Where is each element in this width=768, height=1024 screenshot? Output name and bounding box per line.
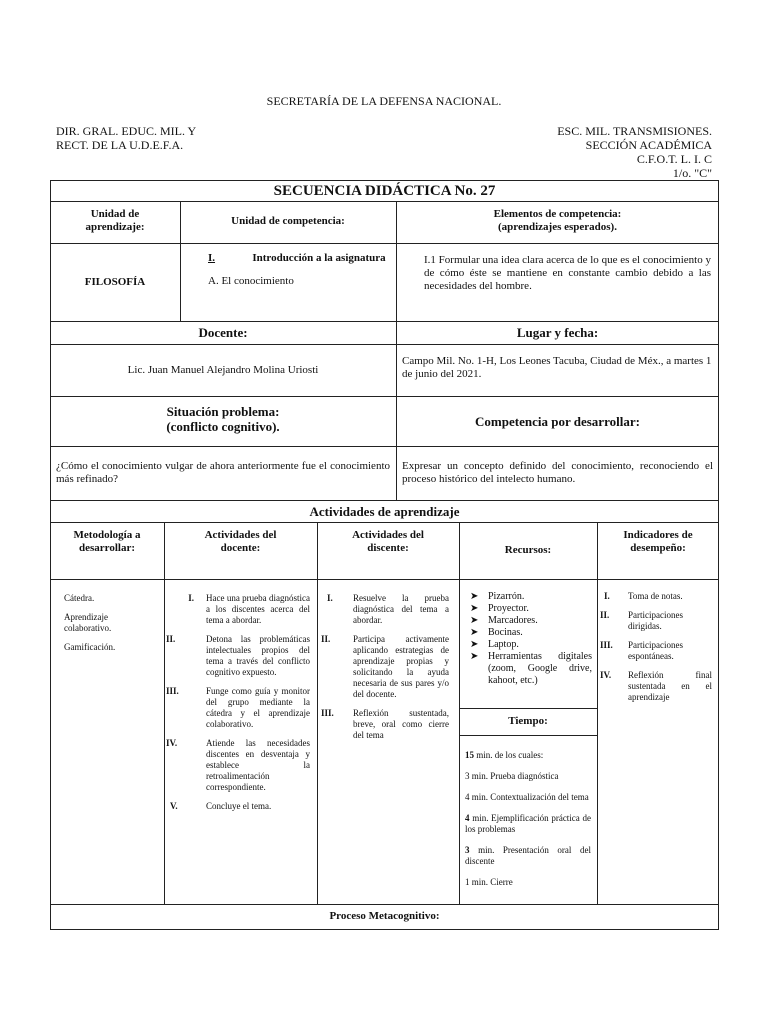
metodologia-item: Cátedra. bbox=[64, 593, 95, 603]
situacion-value: ¿Cómo el conocimiento vulgar de ahora anteriormente fue el conocimiento más refinado? bbox=[56, 460, 390, 485]
unidad-aprendizaje-value: FILOSOFÍA bbox=[84, 276, 146, 288]
indicador-item: I. Toma de notas. bbox=[604, 591, 683, 601]
proceso-metacognitivo: Proceso Metacognitivo: bbox=[329, 910, 440, 922]
tiempo-item: 3 min. Prueba diagnóstica bbox=[465, 771, 559, 781]
docente-label: Docente: bbox=[198, 325, 248, 340]
header-right-line3: C.F.O.T. L. I. C bbox=[636, 152, 712, 166]
header-act-discente: Actividades del discente: bbox=[352, 529, 424, 554]
elemento-value: I.1 Formular una idea clara acerca de lo que es el conocimiento y de cómo éste se mantiene en constante cambio debido a las necesidades del hombre. bbox=[424, 254, 711, 292]
competencia-value: Expresar un concepto definido del conocimiento, reconociendo el proceso histórico del intelecto humano. bbox=[402, 460, 713, 485]
header-elementos bbox=[396, 208, 719, 234]
recurso-item: ➤ Marcadores. bbox=[470, 615, 538, 626]
docente-activities bbox=[166, 593, 310, 812]
ministry-title: SECRETARÍA DE LA DEFENSA NACIONAL. bbox=[266, 94, 502, 108]
tiempo-item: 1 min. Cierre bbox=[465, 877, 513, 887]
docente-name: Lic. Juan Manuel Alejandro Molina Uriosti bbox=[127, 364, 319, 376]
header-indicadores: Indicadores de desempeño: bbox=[623, 529, 693, 554]
tiempo-item: 15 min. de los cuales: bbox=[465, 750, 544, 760]
header-right-line4: 1/o. "C" bbox=[672, 166, 712, 180]
header-elementos-line1: Elementos de competencia: bbox=[493, 208, 622, 220]
header-right bbox=[452, 124, 712, 180]
header-recursos: Recursos: bbox=[504, 544, 552, 556]
discente-activity-item: I. Resuelve la prueba diagnóstica del tema a abordar. bbox=[327, 593, 449, 625]
header-unidad-aprendizaje: Unidad de aprendizaje: bbox=[85, 208, 145, 233]
discente-activities bbox=[321, 593, 449, 741]
lugar-value: Campo Mil. No. 1-H, Los Leones Tacuba, Ciudad de Méx., a martes 1 de junio del 2021. bbox=[402, 355, 712, 380]
discente-activity-item: II. Participa activamente aplicando estrategias de aprendizaje propias y solicitando la ayuda necesaria de sus pares y/o del docente. bbox=[321, 634, 449, 699]
unidad-title: Introducción a la asignatura bbox=[252, 252, 386, 264]
docente-activity-item: II. Detona las problemáticas intelectuales propios del tema a través del conflicto cognitivo expuesto. bbox=[166, 634, 310, 677]
recurso-item: ➤ Herramientas digitales (zoom, Google drive, kahoot, etc.) bbox=[470, 651, 592, 686]
arrow-icon: ➤ bbox=[470, 627, 479, 638]
docente-activity-item: IV. Atiende las necesidades discentes en desventaja y establece la retroalimentación correspondiente. bbox=[166, 738, 310, 792]
docente-activity-item: III. Funge como guía y monitor del grupo mediante la cátedra y el aprendizaje colaborativo. bbox=[166, 686, 310, 729]
header-unidad-competencia: Unidad de competencia: bbox=[231, 215, 345, 227]
tiempo-item: 4 min. Contextualización del tema bbox=[465, 792, 589, 802]
recurso-item: ➤ Laptop. bbox=[470, 639, 519, 650]
tiempo-label: Tiempo: bbox=[508, 715, 548, 727]
header-act-docente: Actividades del docente: bbox=[204, 529, 277, 554]
metodologia-list bbox=[64, 593, 160, 653]
indicador-item: IV. Reflexión final sustentada en el aprendizaje bbox=[600, 670, 712, 702]
header-right-line1: ESC. MIL. TRANSMISIONES. bbox=[557, 124, 712, 138]
competencia-label: Competencia por desarrollar: bbox=[475, 414, 640, 429]
tiempo-list bbox=[465, 750, 591, 898]
header-left-line1: DIR. GRAL. EDUC. MIL. Y bbox=[56, 124, 197, 138]
tiempo-item: 4 min. Ejemplificación práctica de los problemas bbox=[465, 813, 591, 834]
situacion-label-line1: Situación problema: bbox=[166, 404, 280, 419]
header-elementos-line2: (aprendizajes esperados). bbox=[498, 221, 617, 233]
header-left bbox=[56, 124, 196, 152]
lugar-label: Lugar y fecha: bbox=[516, 325, 599, 340]
tiempo-item: 3 min. Presentación oral del discente bbox=[465, 845, 591, 866]
docente-activity-item: I. Hace una prueba diagnóstica a los discentes acerca del tema a abordar. bbox=[188, 593, 310, 625]
arrow-icon: ➤ bbox=[470, 639, 479, 650]
header-right-line2: SECCIÓN ACADÉMICA bbox=[585, 138, 712, 152]
arrow-icon: ➤ bbox=[470, 615, 479, 626]
header-metodologia: Metodología a desarrollar: bbox=[73, 529, 141, 554]
recurso-item: ➤ Proyector. bbox=[470, 603, 529, 614]
arrow-icon: ➤ bbox=[470, 591, 479, 602]
unidad-sub: A. El conocimiento bbox=[208, 275, 294, 287]
indicador-item: III. Participaciones espontáneas. bbox=[600, 640, 683, 661]
situacion-label bbox=[50, 404, 396, 434]
discente-activity-item: III. Reflexión sustentada, breve, oral como cierre del tema bbox=[321, 708, 449, 740]
metodologia-item: Gamificación. bbox=[64, 642, 116, 652]
unidad-num: I. bbox=[208, 252, 216, 264]
arrow-icon: ➤ bbox=[470, 603, 479, 614]
recurso-item: ➤ Bocinas. bbox=[470, 627, 523, 638]
docente-activity-item: V. Concluye el tema. bbox=[170, 801, 272, 811]
recursos-list bbox=[470, 591, 592, 687]
header-left-line2: RECT. DE LA U.D.E.F.A. bbox=[56, 138, 184, 152]
recurso-item: ➤ Pizarrón. bbox=[470, 591, 525, 602]
indicadores-list bbox=[600, 591, 712, 703]
metodologia-item: Aprendizaje colaborativo. bbox=[64, 612, 112, 633]
actividades-title: Actividades de aprendizaje bbox=[309, 504, 460, 519]
situacion-label-line2: (conflicto cognitivo). bbox=[166, 419, 280, 434]
unidad-competencia-value bbox=[208, 252, 388, 288]
indicador-item: II. Participaciones dirigidas. bbox=[600, 610, 683, 631]
arrow-icon: ➤ bbox=[470, 651, 479, 662]
sequence-title: SECUENCIA DIDÁCTICA No. 27 bbox=[273, 183, 496, 199]
